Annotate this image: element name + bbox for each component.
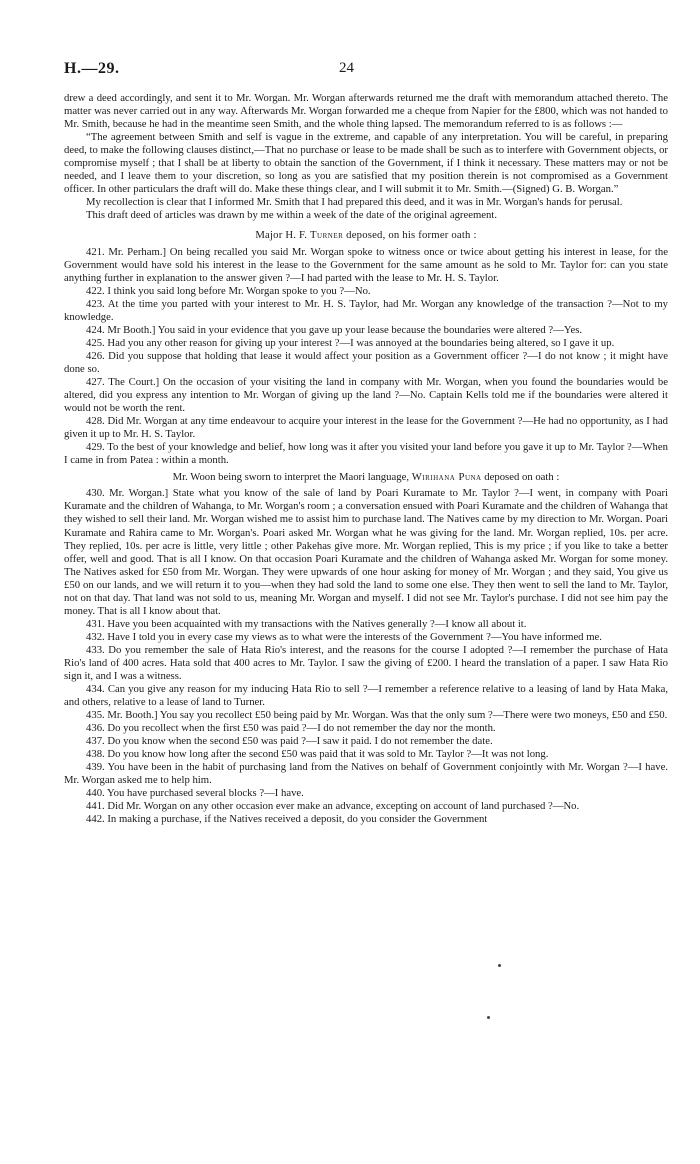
document-body	[64, 92, 668, 826]
qa-entry: 429. To the best of your knowledge and belief, how long was it after you visited your land before you gave it up to Mr. Taylor ?—When I came in from Patea : within a month.	[64, 441, 668, 467]
qa-entry: 437. Do you know when the second £50 was paid ?—I saw it paid. I do not remember the date.	[86, 734, 493, 747]
document-code: H.—29.	[64, 60, 120, 77]
witness-heading-suffix: deposed, on his former oath :	[346, 229, 477, 242]
paragraph: This draft deed of articles was drawn by me within a week of the date of the original agreement.	[86, 209, 498, 222]
qa-entry: 423. At the time you parted with your interest to Mr. H. S. Taylor, had Mr. Worgan any knowledge of the transaction ?—Not to my knowledge.	[64, 298, 668, 324]
qa-entry: 441. Did Mr. Worgan on any other occasion ever make an advance, excepting on account of land purchased ?—No.	[86, 799, 580, 812]
qa-entry: 432. Have I told you in every case my views as to what were the interests of the Government ?—You have informed me.	[86, 630, 602, 643]
qa-entry: 430. Mr. Worgan.] State what you know of the sale of land by Poari Kuramate to Mr. Taylor ?—I went, in company with Poari Kuramate and the children of Wahanga, to Mr. Worgan's room ; a conversation ensued with Poari Kuramate and the children of Wahanga that they wished to sell their land. Mr. Worgan wished me to assist him to purchase land. The Natives came by my direction to Mr. Worgan. Poari Kuramate and Rahira came to Mr. Worgan's. Poari asked Mr. Worgan what he was giving for the land. Mr. Worgan replied, 10s. per acre. They replied, 10s. per acre is little, very little ; other Pakehas give more. Mr. Worgan replied, This is my price ; if you like to take a better offer, well and good. That is all I know. On that occasion Poari Kuramate and the children of Wahanga asked Mr. Worgan for some money. The Natives asked for £50 from Mr. Worgan. They were upwards of one hour asking for money of Mr. Worgan ; and they said, You give us £50 on our lands, and we will return it to you—when they had sold the land to some one else. They then went to sell the land to Mr. Taylor, not on that day. That land was not sold to us, meaning Mr. Worgan and myself. I did not see Mr. Taylor's purchase. I did not see him pay the money. That is all I know about that.	[64, 487, 668, 617]
witness-heading-prefix: Major H. F.	[255, 229, 308, 242]
qa-entry: 436. Do you recollect when the first £50 was paid ?—I do not remember the day nor the month.	[86, 721, 496, 734]
qa-entry: 422. I think you said long before Mr. Worgan spoke to you ?—No.	[86, 285, 371, 298]
qa-entry: 434. Can you give any reason for my inducing Hata Rio to sell ?—I remember a reference relative to a leasing of land by Hata Maka, and others, relative to a lease of land to Turner.	[64, 682, 668, 708]
qa-entry: 440. You have purchased several blocks ?—I have.	[86, 786, 304, 799]
witness-heading	[64, 471, 668, 484]
qa-entry: 424. Mr Booth.] You said in your evidence that you gave up your lease because the boundaries were altered ?—Yes.	[86, 324, 583, 337]
witness-name: Wirihana Puna	[411, 471, 482, 484]
qa-entry: 425. Had you any other reason for giving up your interest ?—I was annoyed at the boundaries being altered, so I gave it up.	[86, 337, 615, 350]
page-number: 24	[339, 60, 354, 76]
stray-print-mark	[498, 964, 501, 967]
qa-entry: 433. Do you remember the sale of Hata Rio's interest, and the reasons for the course I adopted ?—I remember the purchase of Hata Rio's land of 400 acres. Hata sold that 400 acres to Mr. Taylor. I saw the giving of £200. I heard the translation of a paper. I saw Hata Rio sign it, and I was a witness.	[64, 643, 668, 682]
paragraph: “The agreement between Smith and self is vague in the extreme, and capable of any interpretation. You will be careful, in preparing deed, to make the following clauses distinct,—That no purchase or lease to be made shall be such as to interfere with Government objects, or compromise myself ; that I shall be at liberty to obtain the sanction of the Government, if I think it necessary. These matters may or not be needed, and I leave them to your discretion, so long as you are satisfied that my position therein is not compromised as a Government officer. In other particulars the draft will do. Make these things clear, and I will submit it to Mr. Smith.—(Signed) G. B. Worgan.”	[64, 131, 668, 196]
paragraph: drew a deed accordingly, and sent it to Mr. Worgan. Mr. Worgan afterwards returned me the draft with memorandum attached thereto. The matter was never carried out in any way. Afterwards Mr. Worgan forwarded me a cheque from Napier for the £800, which was not handed to Mr. Smith, because he had in the meantime seen Smith, and the whole thing lapsed. The memorandum referred to is as follows :—	[64, 92, 668, 131]
qa-entry: 426. Did you suppose that holding that lease it would affect your position as a Government officer ?—I do not know ; it might have done so.	[64, 350, 668, 376]
qa-entry: 428. Did Mr. Worgan at any time endeavour to acquire your interest in the lease for the Government ?—He had no opportunity, as I had given it up to Mr. H. S. Taylor.	[64, 415, 668, 441]
qa-entry: 421. Mr. Perham.] On being recalled you said Mr. Worgan spoke to witness once or twice about getting his interest in lease, for the Government would have sold his interest in the lease to the Government for the same amount as he sold to Mr. Taylor for: can you state anything further in explanation to the answer given ?—I had parted with the lease to Mr. H. S. Taylor.	[64, 246, 668, 285]
qa-entry: 439. You have been in the habit of purchasing land from the Natives on behalf of Government conjointly with Mr. Worgan ?—I have. Mr. Worgan asked me to help him.	[64, 760, 668, 786]
witness-heading-suffix: deposed on oath :	[484, 471, 560, 484]
witness-name: Turner	[310, 229, 344, 242]
witness-heading	[64, 229, 668, 242]
qa-entry: 431. Have you been acquainted with my transactions with the Natives generally ?—I know all about it.	[86, 617, 527, 630]
qa-entry: 442. In making a purchase, if the Natives received a deposit, do you consider the Government	[86, 812, 488, 825]
witness-heading-prefix: Mr. Woon being sworn to interpret the Maori language,	[172, 471, 410, 484]
qa-entry: 427. The Court.] On the occasion of your visiting the land in company with Mr. Worgan, when you found the boundaries would be altered, did you express any intention to Mr. Worgan of giving up the land ?—No. Captain Kells told me if the boundaries were altered it would not be worth the rent.	[64, 376, 668, 415]
qa-entry: 435. Mr. Booth.] You say you recollect £50 being paid by Mr. Worgan. Was that the only sum ?—There were two moneys, £50 and £50.	[86, 708, 668, 721]
paragraph: My recollection is clear that I informed Mr. Smith that I had prepared this deed, and it was in Mr. Worgan's hands for perusal.	[86, 196, 623, 209]
qa-entry: 438. Do you know how long after the second £50 was paid that it was sold to Mr. Taylor ?—It was not long.	[86, 747, 549, 760]
stray-print-mark	[487, 1016, 490, 1019]
